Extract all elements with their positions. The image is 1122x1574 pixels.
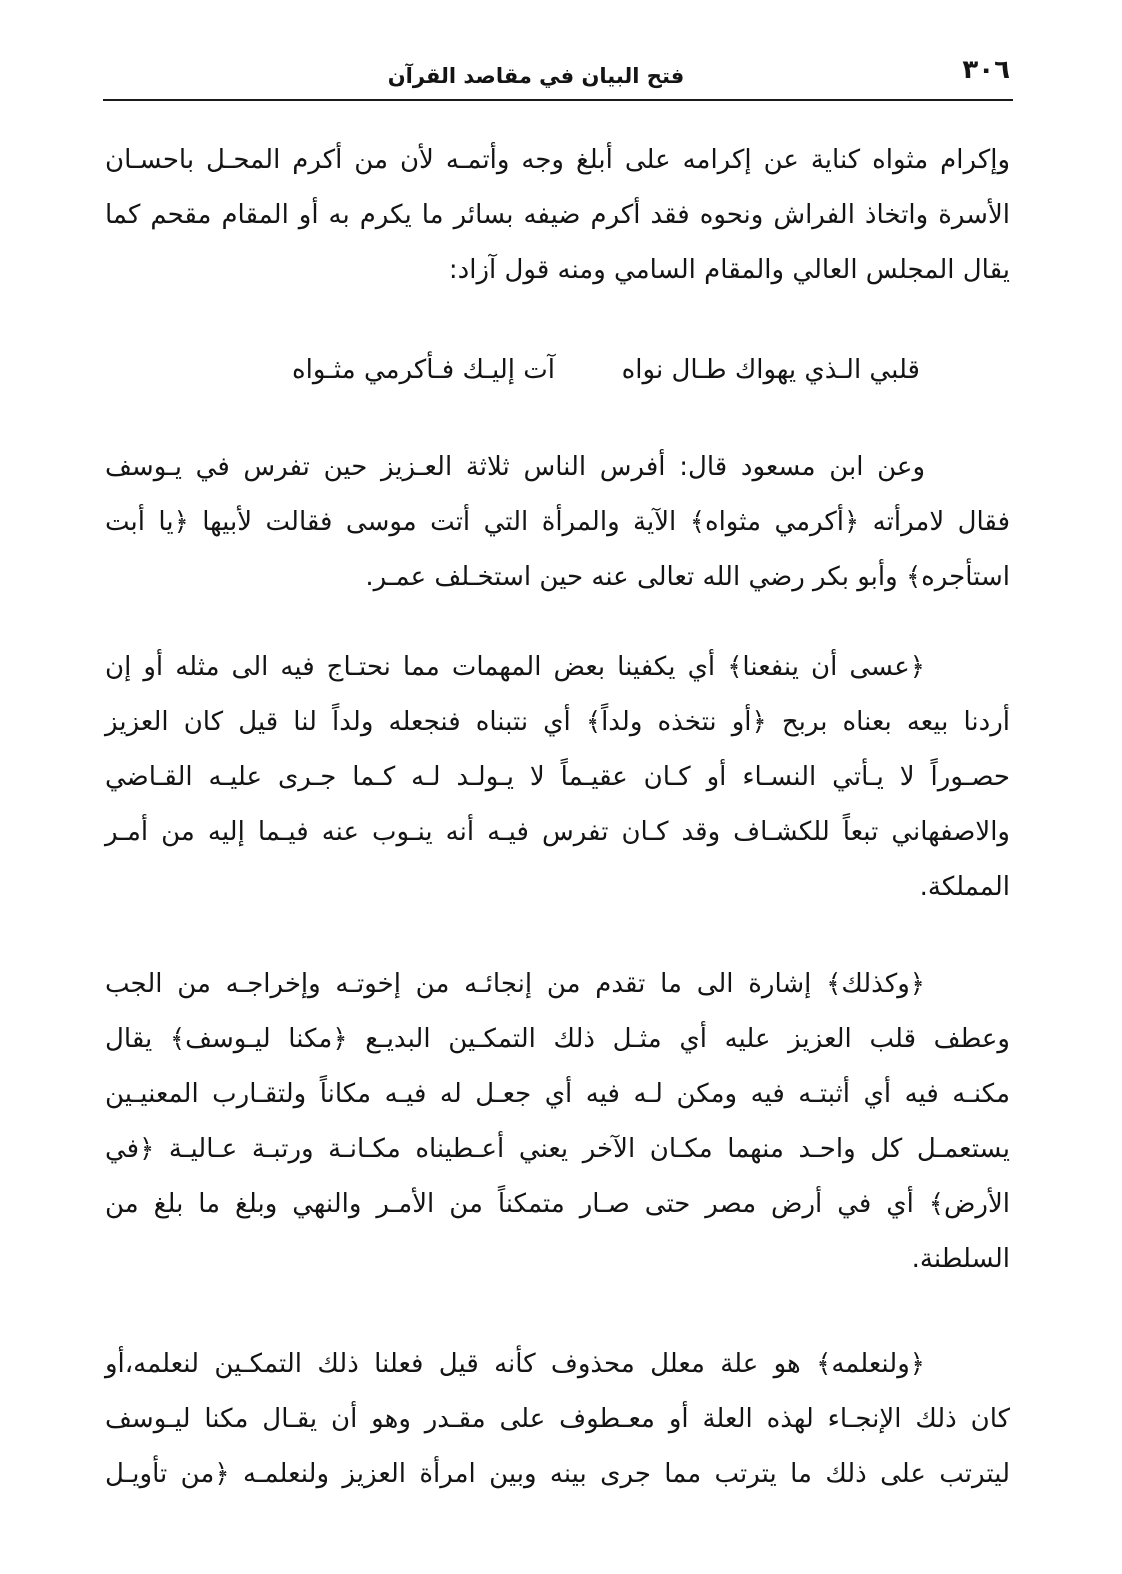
text-line: أردنا بيعه بعناه بربح ﴿أو نتخذه ولداً﴾ أي نتبناه فنجعله ولداً لنا قيل كان العزيز	[105, 707, 1010, 737]
paragraph	[105, 133, 1010, 298]
text-line: ﴿ولنعلمه﴾ هو علة معلل محذوف كأنه قيل فعلنا ذلك التمكـين لنعلمه،أو	[105, 1349, 925, 1379]
paragraph	[105, 957, 1010, 1287]
header-rule	[103, 99, 1013, 101]
verse-first-hemistich: قلبي الـذي يهواك طـال نواه	[621, 355, 920, 385]
text-line: فقال لامرأته ﴿أكرمي مثواه﴾ الآية والمرأة التي أتت موسى فقالت لأبيها ﴿يا أبت	[105, 507, 1010, 537]
text-line: وإكرام مثواه كناية عن إكرامه على أبلغ وجه وأتمـه لأن من أكرم المحـل باحسـان	[105, 145, 1010, 175]
text-line: مكنـه فيه أي أثبتـه فيه ومكن لـه فيه أي جعـل له فيـه مكاناً ولتقـارب المعنيـين	[105, 1079, 1010, 1109]
text-line: والاصفهاني تبعاً للكشـاف وقد كـان تفرس فيـه أنه ينـوب عنه فيـما إليه من أمـر	[105, 817, 1010, 847]
text-line: استأجره﴾ وأبو بكر رضي الله تعالى عنه حين استخـلف عمـر.	[365, 562, 1010, 592]
text-line: الأسرة واتخاذ الفراش ونحوه فقد أكرم ضيفه بسائر ما يكرم به أو المقام مقحم كما	[105, 200, 1010, 230]
text-line: يقال المجلس العالي والمقام السامي ومنه قول آزاد:	[448, 255, 1010, 285]
text-line: السلطنة.	[911, 1244, 1010, 1274]
text-line: ﴿عسى أن ينفعنا﴾ أي يكفينا بعض المهمات مما نحتـاج فيه الى مثله أو إن	[105, 652, 925, 682]
text-line: وعن ابن مسعود قال: أفرس الناس ثلاثة العـزيز حين تفرس في يـوسف	[105, 452, 925, 482]
text-line: كان ذلك الإنجـاء لهذه العلة أو معـطوف على مقـدر وهو أن يقـال مكنا ليـوسف	[105, 1404, 1010, 1434]
page-number: ٣٠٦	[962, 55, 1010, 85]
verse-second-hemistich: آت إليـك فـأكرمي مثـواه	[292, 355, 555, 385]
paragraph	[105, 1337, 1010, 1502]
text-line: يستعمـل كل واحـد منهما مكـان الآخر يعني أعـطيناه مكـانـة ورتبـة عـاليـة ﴿في	[105, 1134, 1010, 1164]
text-line: الأرض﴾ أي في أرض مصر حتى صـار متمكناً من الأمـر والنهي وبلغ ما بلغ من	[105, 1189, 1010, 1219]
text-line: ﴿وكذلك﴾ إشارة الى ما تقدم من إنجائـه من إخوتـه وإخراجـه من الجب	[105, 969, 925, 999]
book-title: فتح البيان في مقاصد القرآن	[387, 64, 685, 88]
paragraph	[105, 640, 1010, 915]
text-line: المملكة.	[919, 872, 1010, 902]
text-line: حصـوراً لا يـأتي النسـاء أو كـان عقيـماً لا يـولـد لـه كـما جـرى عليـه القـاضي	[105, 762, 1010, 792]
text-line: وعطف قلب العزيز عليه أي مثـل ذلك التمكـين البديـع ﴿مكنا ليـوسف﴾ يقال	[105, 1024, 1010, 1054]
paragraph	[105, 440, 1010, 605]
text-line: ليترتب على ذلك ما يترتب مما جرى بينه وبين امرأة العزيز ولنعلمـه ﴿من تأويـل	[105, 1459, 1010, 1489]
poetry-verse	[0, 343, 1122, 398]
